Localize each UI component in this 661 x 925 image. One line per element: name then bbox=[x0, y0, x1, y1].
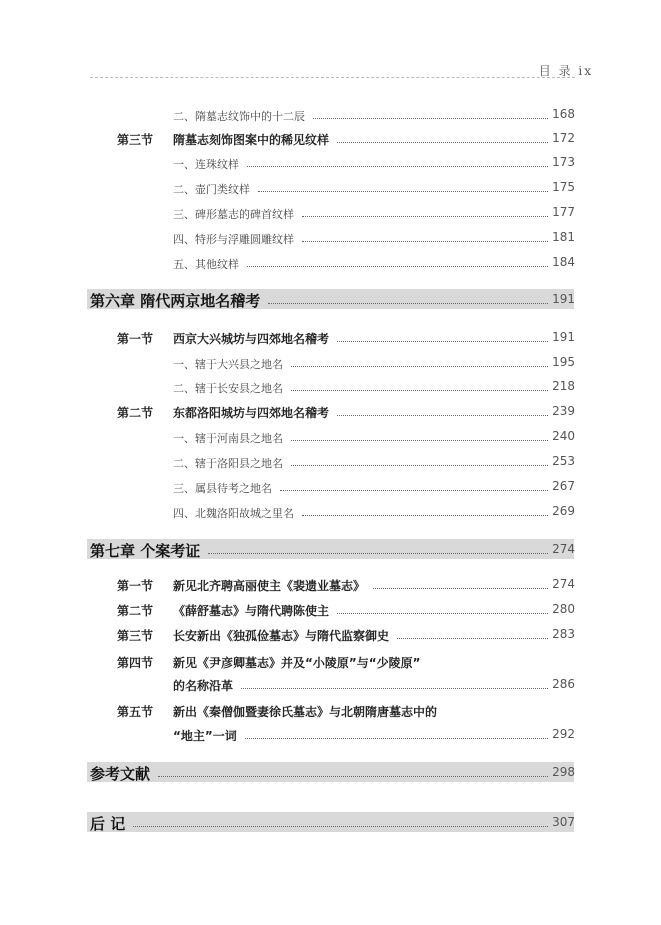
dot-leader bbox=[258, 191, 548, 192]
page-number: 177 bbox=[552, 205, 575, 219]
page-number: 307 bbox=[552, 815, 575, 829]
page-number: 274 bbox=[552, 577, 575, 591]
header-title: 目 录 ix bbox=[538, 64, 593, 78]
section-title: 隋墓志刻饰图案中的稀见纹样 bbox=[173, 133, 330, 147]
chapter-highlight-bar bbox=[87, 762, 574, 782]
subsection-title: 二、辖于长安县之地名 bbox=[173, 382, 283, 395]
page-number: 269 bbox=[552, 504, 575, 518]
toc-entry bbox=[0, 724, 661, 746]
dot-leader bbox=[208, 553, 548, 554]
page-number: 298 bbox=[552, 765, 575, 779]
toc-entry bbox=[0, 327, 661, 349]
page-number: 175 bbox=[552, 180, 575, 194]
toc-entry bbox=[0, 289, 661, 311]
dot-leader bbox=[397, 638, 548, 639]
dot-leader bbox=[291, 465, 548, 466]
section-number: 第五节 bbox=[117, 705, 154, 719]
dot-leader bbox=[337, 613, 548, 614]
page-number: 173 bbox=[552, 155, 575, 169]
subsection-title: 二、隋墓志纹饰中的十二辰 bbox=[173, 110, 305, 123]
page-number: 283 bbox=[552, 627, 575, 641]
toc-entry bbox=[0, 762, 661, 784]
section-number: 第二节 bbox=[117, 604, 154, 618]
section-title: “地主”一词 bbox=[173, 729, 237, 743]
page-number: 218 bbox=[552, 379, 575, 393]
section-title: 西京大兴城坊与四郊地名稽考 bbox=[173, 332, 330, 346]
dot-leader bbox=[302, 216, 548, 217]
subsection-title: 二、辖于洛阳县之地名 bbox=[173, 457, 283, 470]
header-rule bbox=[90, 77, 575, 78]
dot-leader bbox=[280, 490, 548, 491]
chapter-title: 参考文献 bbox=[90, 765, 151, 783]
toc-entry bbox=[0, 451, 661, 473]
dot-leader bbox=[373, 588, 548, 589]
section-title: 新出《秦僧伽暨妻徐氏墓志》与北朝隋唐墓志中的 bbox=[173, 705, 438, 719]
dot-leader bbox=[337, 415, 548, 416]
subsection-title: 一、辖于河南县之地名 bbox=[173, 432, 283, 445]
toc-entry bbox=[0, 539, 661, 561]
toc-entry bbox=[0, 227, 661, 249]
chapter-title: 第七章 个案考证 bbox=[90, 542, 201, 560]
dot-leader bbox=[133, 826, 548, 827]
dot-leader bbox=[247, 266, 548, 267]
page-number: 184 bbox=[552, 255, 575, 269]
dot-leader bbox=[245, 738, 548, 739]
section-title: 东都洛阳城坊与四郊地名稽考 bbox=[173, 406, 330, 420]
page-number: 172 bbox=[552, 131, 575, 145]
toc-entry bbox=[0, 624, 661, 646]
dot-leader bbox=[241, 688, 548, 689]
chapter-highlight-bar bbox=[87, 812, 574, 832]
section-number: 第一节 bbox=[117, 579, 154, 593]
dot-leader bbox=[158, 776, 548, 777]
subsection-title: 四、特形与浮雕圆雕纹样 bbox=[173, 233, 294, 246]
dot-leader bbox=[302, 241, 548, 242]
chapter-title: 后 记 bbox=[90, 815, 126, 833]
page-number: 239 bbox=[552, 404, 575, 418]
subsection-title: 三、属县待考之地名 bbox=[173, 482, 272, 495]
page-number: 253 bbox=[552, 454, 575, 468]
subsection-title: 二、壶门类纹样 bbox=[173, 183, 250, 196]
section-number: 第一节 bbox=[117, 332, 154, 346]
subsection-title: 一、连珠纹样 bbox=[173, 158, 239, 171]
page-number: 280 bbox=[552, 602, 575, 616]
section-title: 长安新出《独孤俭墓志》与隋代监察御史 bbox=[173, 629, 390, 643]
page-number: 274 bbox=[552, 542, 575, 556]
toc-entry bbox=[0, 812, 661, 834]
toc-entry bbox=[0, 674, 661, 696]
toc-entry bbox=[0, 202, 661, 224]
dot-leader bbox=[313, 118, 548, 119]
page-number: 191 bbox=[552, 292, 575, 306]
toc-entry bbox=[0, 376, 661, 398]
toc-entry bbox=[0, 501, 661, 523]
page-number: 191 bbox=[552, 330, 575, 344]
page-number: 168 bbox=[552, 107, 575, 121]
page-number: 195 bbox=[552, 355, 575, 369]
section-number: 第三节 bbox=[117, 629, 154, 643]
section-number: 第二节 bbox=[117, 406, 154, 420]
section-title: 新见《尹彦卿墓志》并及“小陵原”与“少陵原” bbox=[173, 656, 421, 670]
dot-leader bbox=[302, 515, 548, 516]
toc-entry bbox=[0, 177, 661, 199]
toc-entry bbox=[0, 401, 661, 423]
dot-leader bbox=[291, 366, 548, 367]
toc-entry bbox=[0, 426, 661, 448]
dot-leader bbox=[247, 166, 548, 167]
section-title: 《薛舒墓志》与隋代聘陈使主 bbox=[173, 604, 330, 618]
section-number: 第三节 bbox=[117, 133, 154, 147]
section-number: 第四节 bbox=[117, 656, 154, 670]
toc-entry bbox=[0, 599, 661, 621]
toc-entry bbox=[0, 574, 661, 596]
page-number: 240 bbox=[552, 429, 575, 443]
dot-leader bbox=[337, 142, 548, 143]
page-number: 181 bbox=[552, 230, 575, 244]
toc-entry bbox=[0, 476, 661, 498]
section-title: 的名称沿革 bbox=[173, 679, 234, 693]
dot-leader bbox=[291, 390, 548, 391]
subsection-title: 五、其他纹样 bbox=[173, 258, 239, 271]
toc-entry bbox=[0, 152, 661, 174]
subsection-title: 三、碑形墓志的碑首纹样 bbox=[173, 208, 294, 221]
chapter-title: 第六章 隋代两京地名稽考 bbox=[90, 292, 261, 310]
page-number: 267 bbox=[552, 479, 575, 493]
dot-leader bbox=[291, 440, 548, 441]
toc-entry bbox=[0, 128, 661, 150]
toc-entry bbox=[0, 104, 661, 126]
subsection-title: 一、辖于大兴县之地名 bbox=[173, 358, 283, 371]
dot-leader bbox=[268, 303, 548, 304]
section-title: 新见北齐聘高丽使主《裴遗业墓志》 bbox=[173, 579, 366, 593]
toc-entry bbox=[0, 252, 661, 274]
page-number: 286 bbox=[552, 677, 575, 691]
page-number: 292 bbox=[552, 727, 575, 741]
toc-entry bbox=[0, 651, 661, 673]
subsection-title: 四、北魏洛阳故城之里名 bbox=[173, 507, 294, 520]
toc-entry bbox=[0, 352, 661, 374]
dot-leader bbox=[337, 341, 548, 342]
toc-entry bbox=[0, 700, 661, 722]
